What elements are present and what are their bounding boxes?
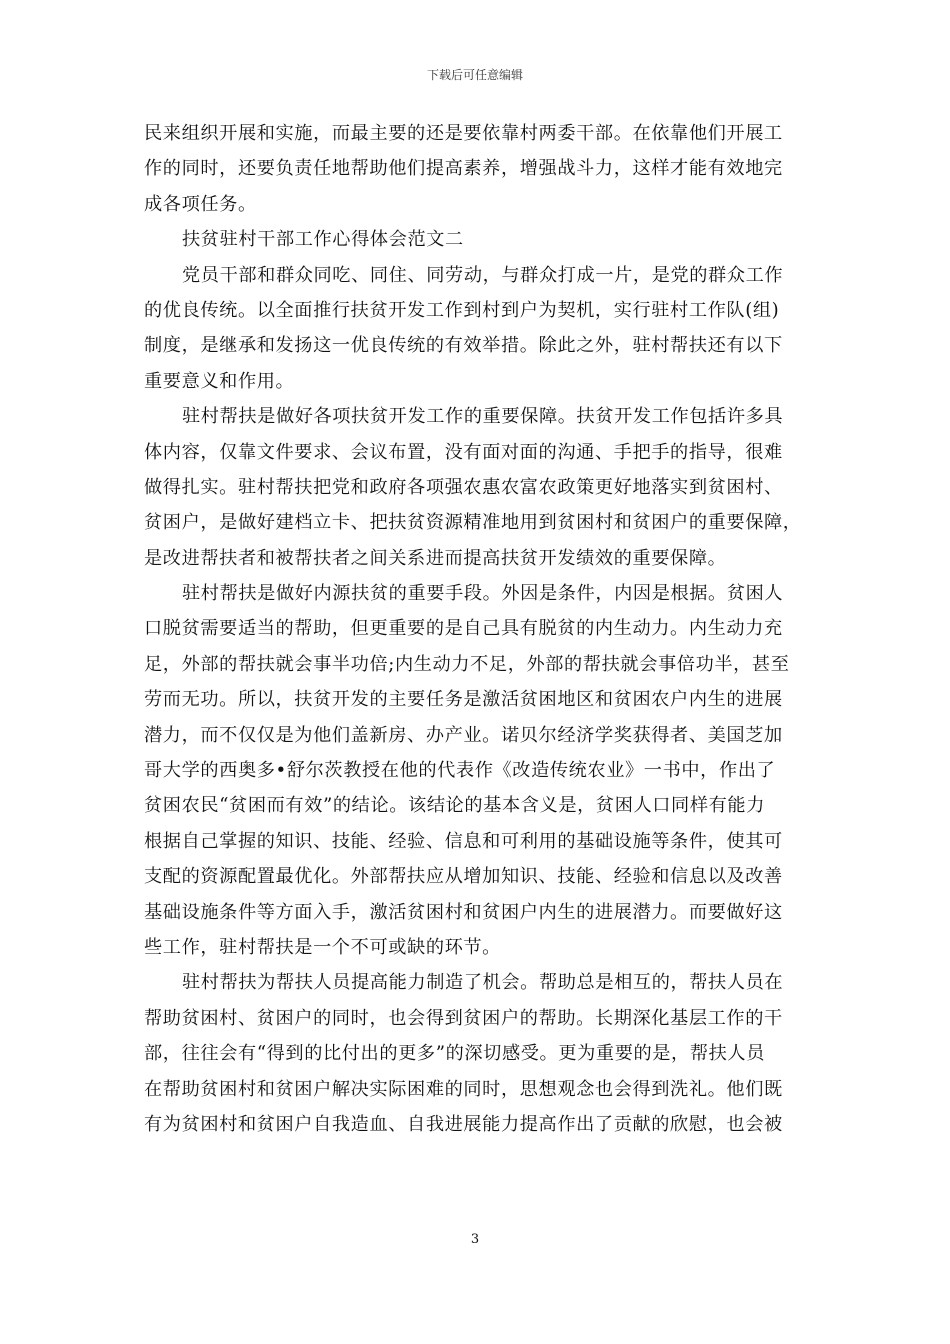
text-line: 根据自己掌握的知识、技能、经验、信息和可利用的基础设施等条件，使其可: [144, 830, 783, 852]
text-line: 重要意义和作用。: [144, 370, 295, 392]
text-line: 民来组织开展和实施，而最主要的还是要依靠村两委干部。在依靠他们开展工: [144, 123, 783, 144]
text-line: 贫困农民“贫困而有效”的结论。该结论的基本含义是，贫困人口同样有能力: [144, 795, 765, 817]
text-line: 些工作，驻村帮扶是一个不可或缺的环节。: [144, 936, 501, 958]
text-line: 是改进帮扶者和被帮扶者之间关系进而提高扶贫开发绩效的重要保障。: [144, 547, 727, 569]
text-line: 的优良传统。以全面推行扶贫开发工作到村到户为契机，实行驻村工作队(组): [144, 299, 780, 321]
text-line: 体内容，仅靠文件要求、会议布置，没有面对面的沟通、手把手的指导，很难: [144, 441, 783, 463]
text-line: 制度，是继承和发扬这一优良传统的有效举措。除此之外，驻村帮扶还有以下: [144, 335, 783, 357]
text-line: 部，往往会有“得到的比付出的更多”的深切感受。更为重要的是，帮扶人员: [144, 1043, 765, 1065]
text-line: 在帮助贫困村和贫困户解决实际困难的同时，思想观念也会得到洗礼。他们既: [144, 1078, 783, 1100]
text-line: 驻村帮扶为帮扶人员提高能力制造了机会。帮助总是相互的，帮扶人员在: [182, 972, 784, 994]
page-header: 下载后可任意编辑: [426, 68, 523, 82]
text-line: 作的同时，还要负责任地帮助他们提高素养，增强战斗力，这样才能有效地完: [144, 158, 783, 180]
body-text: [144, 116, 808, 1142]
text-line: 支配的资源配置最优化。外部帮扶应从增加知识、技能、经验和信息以及改善: [144, 866, 783, 888]
text-line: 劳而无功。所以，扶贫开发的主要任务是激活贫困地区和贫困农户内生的进展: [144, 689, 783, 711]
text-line: 基础设施条件等方面入手，激活贫困村和贫困户内生的进展潜力。而要做好这: [144, 901, 783, 923]
text-line: 潜力，而不仅仅是为他们盖新房、办产业。诺贝尔经济学奖获得者、美国芝加: [144, 724, 783, 746]
page-number: 3: [470, 1232, 480, 1247]
section-heading: 扶贫驻村干部工作心得体会范文二: [182, 229, 464, 251]
text-line: 哥大学的西奥多•舒尔茨教授在他的代表作《改造传统农业》一书中，作出了: [144, 760, 776, 782]
text-line: 有为贫困村和贫困户自我造血、自我进展能力提高作出了贡献的欣慰，也会被: [144, 1113, 783, 1135]
text-line: 成各项任务。: [144, 193, 257, 215]
text-line: 驻村帮扶是做好内源扶贫的重要手段。外因是条件，内因是根据。贫困人: [182, 583, 784, 605]
text-line: 口脱贫需要适当的帮助，但更重要的是自己具有脱贫的内生动力。内生动力充: [144, 618, 783, 640]
text-line: 贫困户，是做好建档立卡、把扶贫资源精准地用到贫困村和贫困户的重要保障，: [144, 512, 802, 534]
text-line: 党员干部和群众同吃、同住、同劳动，与群众打成一片，是党的群众工作: [182, 264, 784, 286]
text-line: 驻村帮扶是做好各项扶贫开发工作的重要保障。扶贫开发工作包括许多具: [182, 406, 784, 428]
text-line: 做得扎实。驻村帮扶把党和政府各项强农惠农富农政策更好地落实到贫困村、: [144, 476, 783, 498]
text-line: 足，外部的帮扶就会事半功倍;内生动力不足，外部的帮扶就会事倍功半，甚至: [144, 653, 790, 675]
text-line: 帮助贫困村、贫困户的同时，也会得到贫困户的帮助。长期深化基层工作的干: [144, 1007, 783, 1029]
